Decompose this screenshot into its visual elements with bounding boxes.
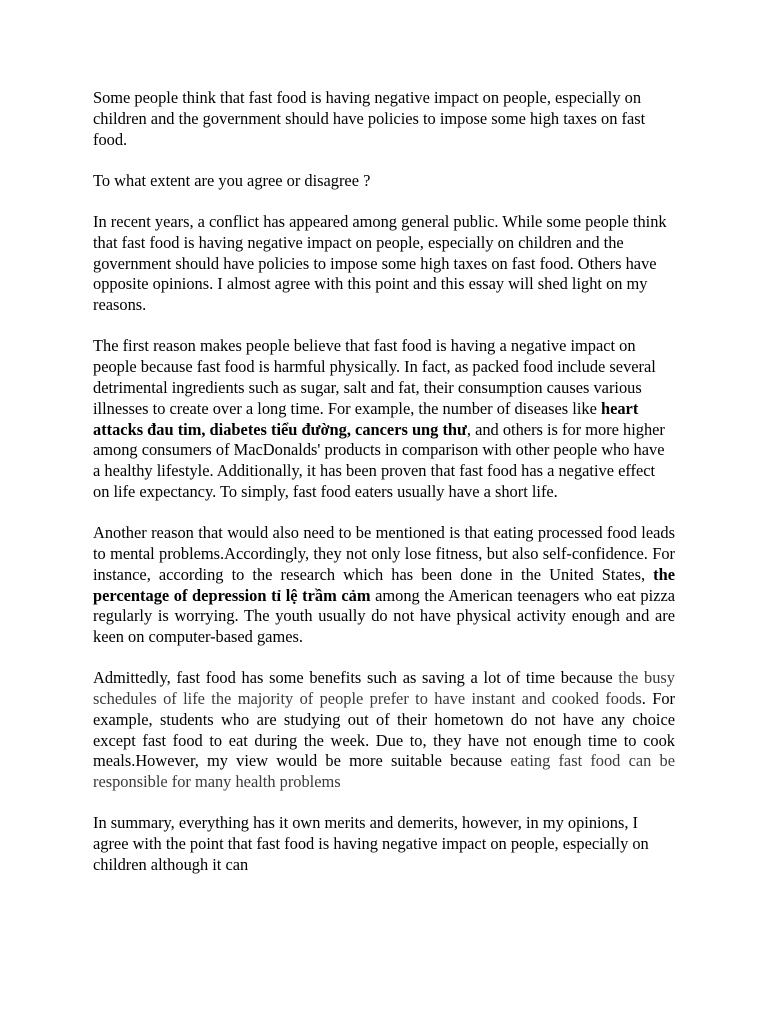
- body-paragraph-3: [93, 668, 675, 793]
- body2-text-b: among the American teenagers who eat pizza regularly is worrying. The youth usually do not have physical activity enough and are keen on computer-based games.: [93, 585, 676, 647]
- body3-gray-a: the busy schedules of life the majority of people prefer to have instant and cooked foods: [93, 668, 676, 709]
- body1-bold-diseases: heart attacks đau tim, diabetes tiểu đường, cancers ung thư: [93, 398, 639, 439]
- essay-prompt: Some people think that fast food is having negative impact on people, especially on children and the government should have policies to impose some high taxes on fast food.: [93, 88, 646, 149]
- body3-text-a: Admittedly, fast food has some benefits such as saving a lot of time because: [93, 668, 619, 688]
- document-page: [93, 88, 675, 896]
- body2-text-a: Another reason that would also need to be mentioned is that eating processed food leads to mental problems.Accordingly, they not only lose fitness, but also self-confidence. For instance, according to the research which has been done in the United States,: [93, 523, 675, 584]
- body-paragraph-1: [93, 336, 675, 502]
- body3-text-b: . For example, students who are studying out of their hometown do not have any choice except fast food to eat during the week. Due to, they have not enough time to cook meals.However, my view would be more suitable because: [93, 689, 675, 771]
- essay-question: To what extent are you agree or disagree ?: [93, 170, 371, 190]
- body-paragraph-2: [93, 523, 675, 648]
- intro-paragraph: In recent years, a conflict has appeared among general public. While some people think that fast food is having negative impact on people, especially on children and the government should have policies to impose some high taxes on fast food. Others have opposite opinions. I almost agree with this point and this essay will shed light on my reasons.: [93, 211, 667, 315]
- conclusion-paragraph: In summary, everything has it own merits and demerits, however, in my opinions, I agree with the point that fast food is having negative impact on people, especially on children although it can: [93, 813, 649, 875]
- body3-gray-b: eating fast food can be responsible for many health problems: [93, 751, 675, 792]
- body1-text-a: The first reason makes people believe that fast food is having a negative impact on people because fast food is harmful physically. In fact, as packed food include several detrimental ingredients such as sugar, salt and fat, their consumption causes various illnesses to create over a long time. For example, the number of diseases like: [93, 336, 656, 418]
- body2-bold-depression: the percentage of depression tỉ lệ trầm cảm: [93, 564, 675, 605]
- body1-text-b: , and others is for more higher among consumers of MacDonalds' products in comparison with other people who have a healthy lifestyle. Additionally, it has been proven that fast food has a negative effect on life expectancy. To simply, fast food eaters usually have a short life.: [93, 419, 665, 501]
